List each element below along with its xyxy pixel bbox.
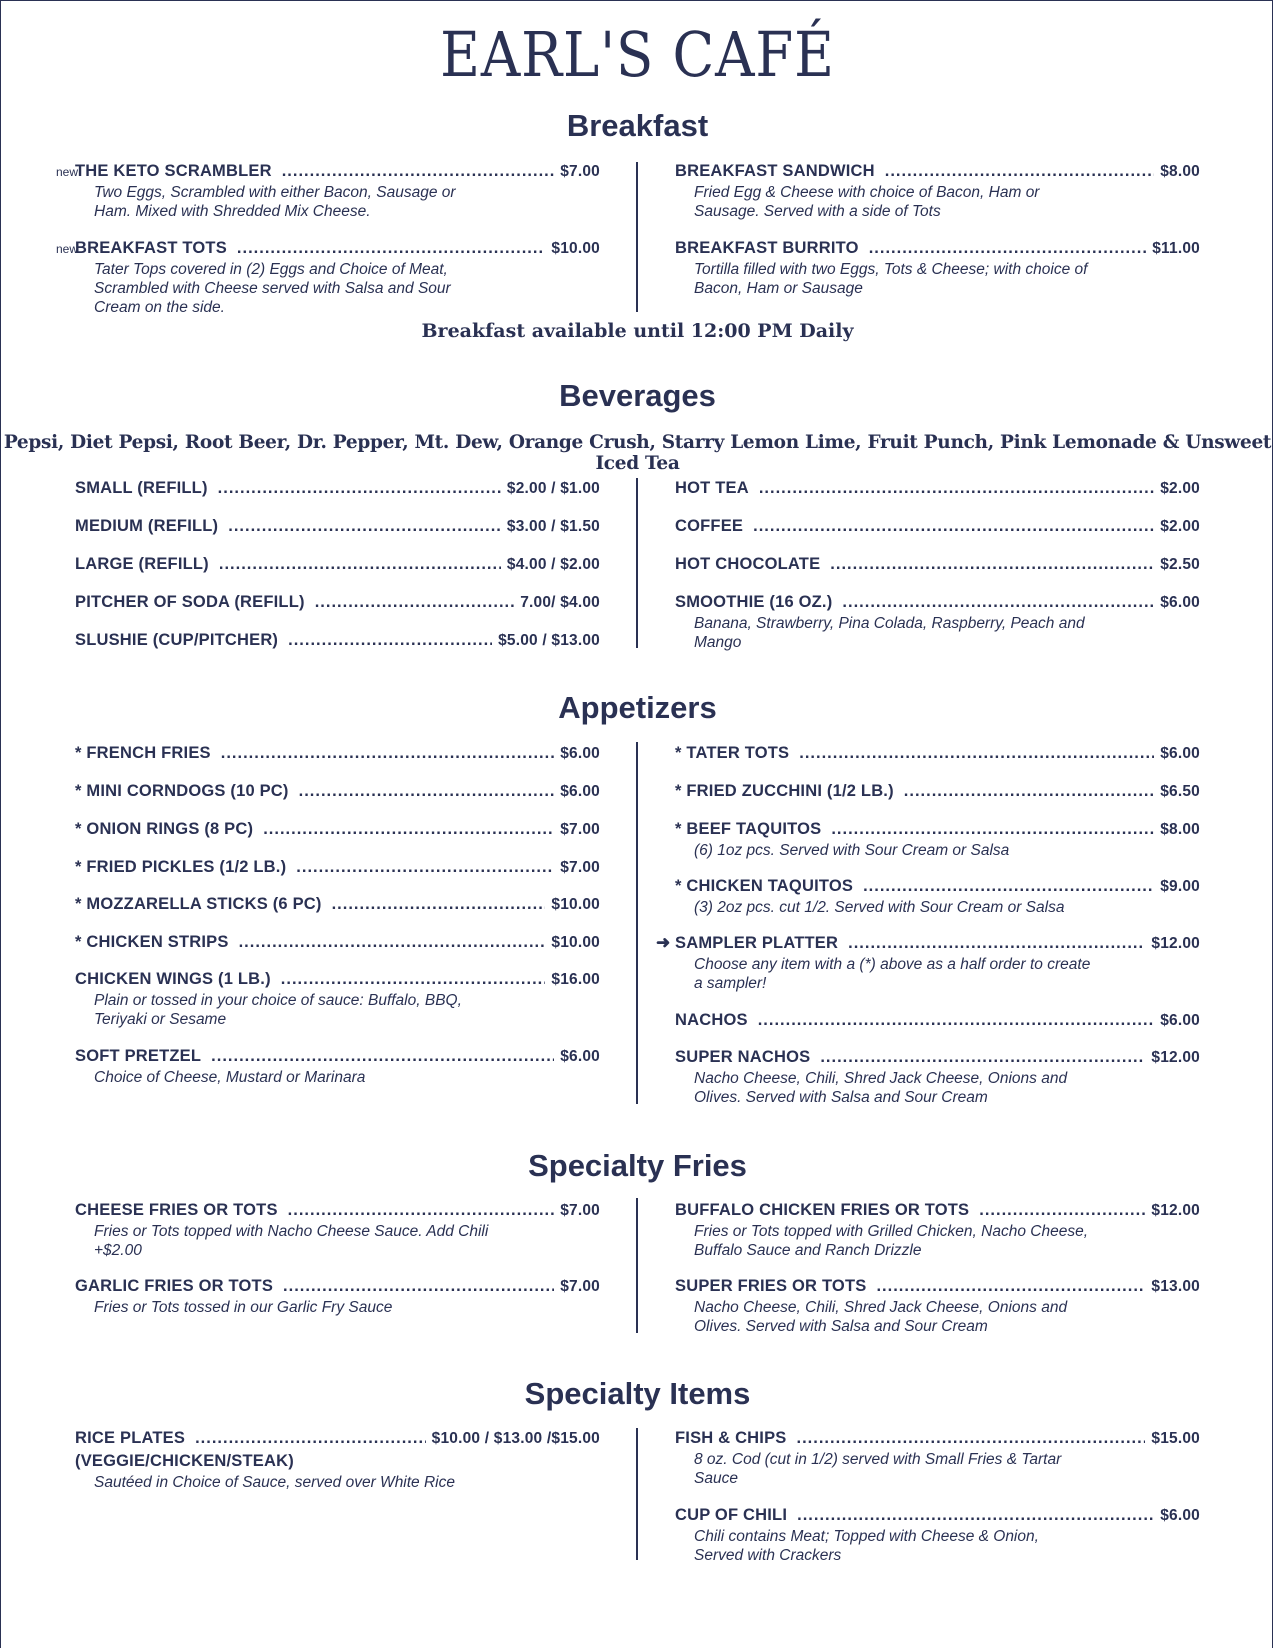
item-price: $15.00	[1151, 1430, 1200, 1447]
item-name: SLUSHIE (CUP/PITCHER)	[75, 631, 279, 649]
item-price: $10.00	[551, 240, 600, 257]
item-name: HOT TEA	[675, 479, 749, 497]
item-price: $7.00	[560, 821, 600, 838]
menu-item	[675, 1201, 1200, 1260]
item-price: $7.00	[560, 163, 600, 180]
menu-item	[75, 1047, 600, 1087]
column-divider	[636, 1428, 638, 1560]
item-description: Nacho Cheese, Chili, Shred Jack Cheese, Onions and Olives. Served with Salsa and Sour Cream	[694, 1070, 1068, 1106]
item-name: SUPER FRIES OR TOTS	[675, 1277, 867, 1295]
menu-item	[75, 555, 600, 574]
item-name: * FRENCH FRIES	[75, 744, 211, 762]
item-name: BREAKFAST BURRITO	[675, 239, 859, 257]
item-price: $12.00	[1151, 935, 1200, 952]
item-description: Tater Tops covered in (2) Eggs and Choice of Meat, Scrambled with Cheese served with Salsa and Sour Cream on the side.	[94, 261, 451, 316]
menu-item	[75, 1201, 600, 1260]
item-price: $5.00 / $13.00	[498, 632, 600, 649]
item-name: BREAKFAST TOTS	[75, 239, 227, 257]
item-name: PITCHER OF SODA (REFILL)	[75, 593, 305, 611]
item-name: MEDIUM (REFILL)	[75, 517, 219, 535]
new-tag: new	[56, 242, 79, 256]
item-name: * MINI CORNDOGS (10 PC)	[75, 782, 289, 800]
menu-item	[75, 631, 600, 650]
item-price: $16.00	[551, 971, 600, 988]
item-price: $8.00	[1160, 821, 1200, 838]
item-description: Plain or tossed in your choice of sauce: Buffalo, BBQ, Teriyaki or Sesame	[94, 992, 462, 1028]
item-price: $6.00	[1160, 745, 1200, 762]
item-name: * CHICKEN STRIPS	[75, 933, 229, 951]
item-name: * FRIED ZUCCHINI (1/2 LB.)	[675, 782, 894, 800]
item-description: Fries or Tots topped with Grilled Chicken, Nacho Cheese, Buffalo Sauce and Ranch Drizzle	[694, 1223, 1089, 1259]
item-description: (3) 2oz pcs. cut 1/2. Served with Sour Cream or Salsa	[694, 899, 1065, 916]
item-name: * BEEF TAQUITOS	[675, 820, 822, 838]
item-name: LARGE (REFILL)	[75, 555, 209, 573]
arrow-right-icon: ➜	[656, 933, 671, 952]
item-price: $2.00	[1160, 518, 1200, 535]
menu-item	[75, 1429, 600, 1492]
item-name: SOFT PRETZEL	[75, 1047, 202, 1065]
item-name: SUPER NACHOS	[675, 1048, 811, 1066]
item-name: * MOZZARELLA STICKS (6 PC)	[75, 895, 322, 913]
section-heading-specialty-items: Specialty Items	[524, 1376, 751, 1411]
menu-item	[75, 782, 600, 801]
menu-item	[675, 782, 1200, 801]
item-price: $8.00	[1160, 163, 1200, 180]
menu-item	[675, 555, 1200, 574]
item-description: Fries or Tots topped with Nacho Cheese Sauce. Add Chili +$2.00	[94, 1223, 489, 1259]
item-name: HOT CHOCOLATE	[675, 555, 821, 573]
item-name: RICE PLATES	[75, 1429, 186, 1447]
section-heading-beverages: Beverages	[559, 378, 716, 413]
item-description: Tortilla filled with two Eggs, Tots & Cheese; with choice of Bacon, Ham or Sausage	[694, 261, 1088, 297]
menu-item	[675, 877, 1200, 917]
item-price: $12.00	[1151, 1049, 1200, 1066]
column-divider	[636, 478, 638, 648]
item-price: $7.00	[560, 1278, 600, 1295]
menu-item	[75, 239, 600, 317]
item-subtitle: (VEGGIE/CHICKEN/STEAK)	[75, 1452, 294, 1470]
menu-item	[675, 820, 1200, 860]
item-name: SAMPLER PLATTER	[675, 934, 839, 952]
item-description: Sautéed in Choice of Sauce, served over White Rice	[94, 1474, 455, 1491]
item-name: * TATER TOTS	[675, 744, 790, 762]
section-heading-appetizers: Appetizers	[558, 690, 717, 725]
item-name: * FRIED PICKLES (1/2 LB.)	[75, 858, 287, 876]
item-price: $7.00	[560, 859, 600, 876]
menu-item	[675, 479, 1200, 498]
menu-item	[675, 162, 1200, 221]
menu-item	[675, 1429, 1200, 1488]
item-price: $6.00	[560, 1048, 600, 1065]
item-price: $3.00 / $1.50	[506, 518, 600, 535]
item-name: * ONION RINGS (8 PC)	[75, 820, 254, 838]
item-price: $11.00	[1152, 240, 1200, 257]
item-description: Choice of Cheese, Mustard or Marinara	[94, 1069, 366, 1086]
menu-item	[75, 162, 600, 221]
item-price: $2.00	[1160, 480, 1200, 497]
item-price: $6.00	[1160, 1012, 1200, 1029]
item-name: THE KETO SCRAMBLER	[75, 162, 272, 180]
column-divider	[636, 1198, 638, 1333]
item-name: BREAKFAST SANDWICH	[675, 162, 875, 180]
menu-item	[675, 1011, 1200, 1030]
item-name: CHICKEN WINGS (1 LB.)	[75, 970, 271, 988]
item-price: $6.00	[560, 783, 600, 800]
item-price: $6.00	[1160, 1507, 1200, 1524]
menu-item	[75, 820, 600, 839]
menu-item	[675, 744, 1200, 763]
item-description: (6) 1oz pcs. Served with Sour Cream or Salsa	[694, 842, 1010, 859]
menu-item	[75, 858, 600, 877]
cafe-title: EARL'S CAFÉ	[440, 18, 835, 91]
menu-item	[75, 479, 600, 498]
menu-item	[675, 1048, 1200, 1107]
menu-item	[675, 1506, 1200, 1565]
item-name: FISH & CHIPS	[675, 1429, 787, 1447]
item-price: $4.00 / $2.00	[506, 556, 600, 573]
item-name: SMOOTHIE (16 OZ.)	[675, 593, 833, 611]
item-price: $10.00 / $13.00 /$15.00	[431, 1430, 600, 1447]
item-description: Fried Egg & Cheese with choice of Bacon, Ham or Sausage. Served with a side of Tots	[694, 184, 1040, 220]
item-price: $9.00	[1160, 878, 1200, 895]
menu-item	[75, 1277, 600, 1317]
menu-item	[675, 239, 1200, 298]
item-description: Chili contains Meat; Topped with Cheese & Onion, Served with Crackers	[694, 1528, 1039, 1564]
item-price: $7.00	[560, 1202, 600, 1219]
item-description: Nacho Cheese, Chili, Shred Jack Cheese, Onions and Olives. Served with Salsa and Sour Cream	[694, 1299, 1068, 1335]
item-price: $2.50	[1160, 556, 1200, 573]
menu-item	[675, 593, 1200, 652]
item-description: Fries or Tots tossed in our Garlic Fry Sauce	[94, 1299, 393, 1316]
menu-item	[675, 517, 1200, 536]
menu-item	[75, 744, 600, 763]
column-divider	[636, 162, 638, 312]
item-name: GARLIC FRIES OR TOTS	[75, 1277, 274, 1295]
menu-item	[675, 934, 1200, 993]
item-price: $6.00	[1160, 594, 1200, 611]
item-price: 7.00/ $4.00	[520, 594, 600, 611]
item-description: Banana, Strawberry, Pina Colada, Raspberry, Peach and Mango	[694, 615, 1085, 651]
new-tag: new	[56, 165, 79, 179]
item-price: $10.00	[551, 934, 600, 951]
item-name: BUFFALO CHICKEN FRIES OR TOTS	[675, 1201, 970, 1219]
breakfast-hours-note: Breakfast available until 12:00 PM Daily	[421, 320, 854, 342]
item-name: NACHOS	[675, 1011, 748, 1029]
section-heading-specialty-fries: Specialty Fries	[528, 1148, 747, 1183]
item-price: $10.00	[551, 896, 600, 913]
item-description: Choose any item with a (*) above as a half order to create a sampler!	[694, 956, 1091, 992]
menu-item	[75, 933, 600, 952]
menu-item	[75, 970, 600, 1029]
item-description: 8 oz. Cod (cut in 1/2) served with Small Fries & Tartar Sauce	[694, 1451, 1062, 1487]
menu-item	[675, 1277, 1200, 1336]
item-price: $12.00	[1151, 1202, 1200, 1219]
section-heading-breakfast: Breakfast	[566, 108, 709, 143]
item-price: $2.00 / $1.00	[506, 480, 600, 497]
item-description: Two Eggs, Scrambled with either Bacon, Sausage or Ham. Mixed with Shredded Mix Cheese.	[94, 184, 456, 220]
column-divider	[636, 742, 638, 1104]
soda-flavors-note: Pepsi, Diet Pepsi, Root Beer, Dr. Pepper, Mt. Dew, Orange Crush, Starry Lemon Lime, Fruit Punch, Pink Lemonade & Unsweet Iced Tea	[3, 432, 1272, 474]
menu-item	[75, 517, 600, 536]
item-name: COFFEE	[675, 517, 744, 535]
menu-item	[75, 895, 600, 914]
item-price: $13.00	[1151, 1278, 1200, 1295]
item-name: CHEESE FRIES OR TOTS	[75, 1201, 278, 1219]
item-price: $6.50	[1160, 783, 1200, 800]
item-price: $6.00	[560, 745, 600, 762]
item-name: SMALL (REFILL)	[75, 479, 208, 497]
menu-item	[75, 593, 600, 612]
item-name: * CHICKEN TAQUITOS	[675, 877, 854, 895]
item-name: CUP OF CHILI	[675, 1506, 788, 1524]
